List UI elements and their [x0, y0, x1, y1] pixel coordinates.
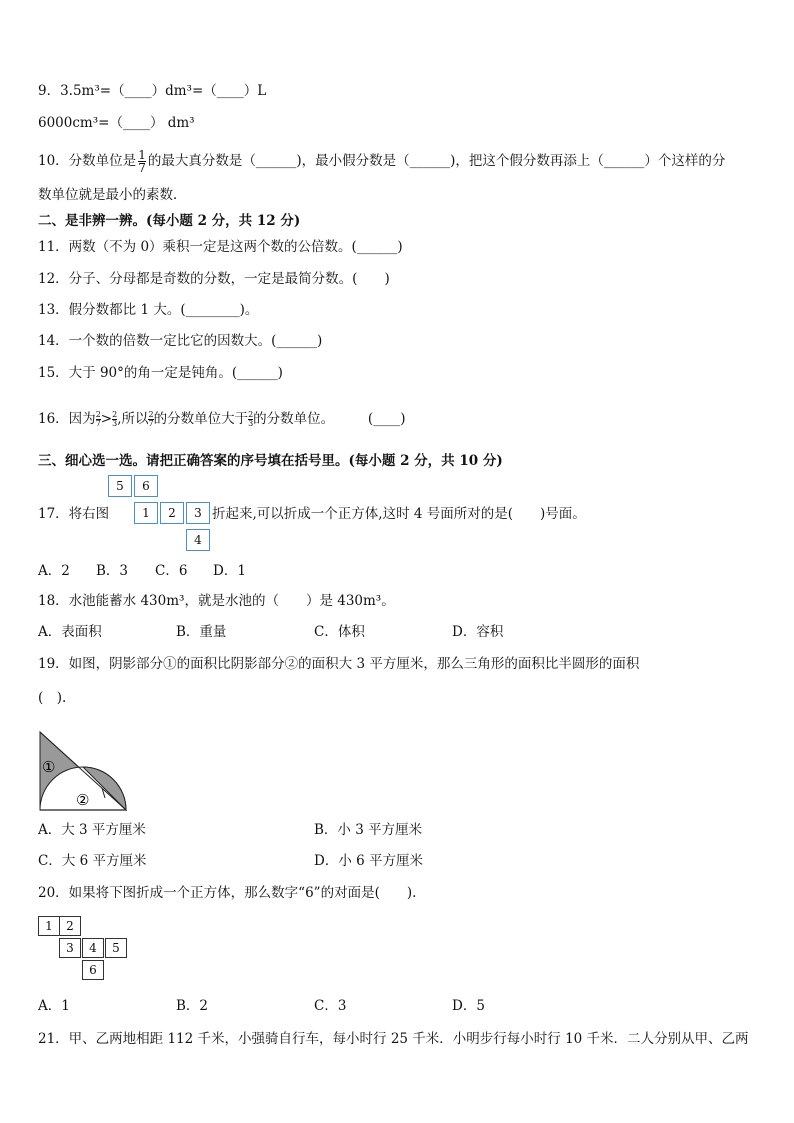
q9-line2: 6000cm³=（____） dm³ [38, 115, 195, 131]
q19-figure [36, 728, 130, 814]
q18-option-b[interactable]: B．重量 [176, 624, 227, 640]
q19-option-b[interactable]: B．小 3 平方厘米 [314, 822, 423, 838]
q15: 15．大于 90°的角一定是钝角。(______) [38, 365, 283, 381]
q20-cube-net [38, 916, 128, 984]
q19-label-1: ① [42, 758, 56, 776]
q19-line2: ( ). [38, 690, 67, 706]
q16-frac-b-num: 2 [112, 410, 118, 419]
section2-heading: 二、是非辨一辨。(每小题 2 分，共 12 分) [38, 213, 301, 229]
q16-frac-d-num: 2 [248, 410, 254, 419]
q16-prefix: 16．因为 [38, 411, 96, 427]
q17-net-cell-3: 3 [186, 502, 210, 524]
q19-option-d[interactable]: D．小 6 平方厘米 [314, 853, 423, 869]
q18: 18．水池能蓄水 430m³，就是水池的（ ）是 430m³。 [38, 593, 395, 609]
q20-net-cell-6: 6 [82, 960, 104, 980]
q10-line1 [38, 149, 725, 174]
q19-option-c[interactable]: C．大 6 平方厘米 [38, 853, 147, 869]
q20-option-b[interactable]: B．2 [176, 998, 209, 1014]
q17-cube-net [108, 475, 212, 551]
q17-option-b[interactable]: B．3 [96, 563, 129, 579]
q17-net-cell-4: 4 [186, 529, 210, 551]
q20-net-cell-3: 3 [59, 938, 81, 958]
section3-heading: 三、细心选一选。请把正确答案的序号填在括号里。(每小题 2 分，共 10 分) [38, 453, 503, 469]
q19-option-a[interactable]: A．大 3 平方厘米 [38, 822, 146, 838]
q19-line1: 19．如图，阴影部分①的面积比阴影部分②的面积大 3 平方厘米，那么三角形的面积比半圆形的面积 [38, 656, 640, 672]
q10-prefix: 10．分数单位是 [38, 153, 137, 169]
q17-net-cell-6: 6 [134, 475, 158, 497]
q21: 21．甲、乙两地相距 112 千米，小强骑自行车，每小时行 25 千米．小明步行每小时行 10 千米．二人分别从甲、乙两 [38, 1031, 749, 1047]
q20-net-cell-5: 5 [105, 938, 127, 958]
q10-line2: 数单位就是最小的素数． [38, 187, 187, 203]
q20-option-a[interactable]: A．1 [38, 998, 70, 1014]
q16-mid: ,所以 [117, 411, 149, 427]
q13: 13．假分数都比 1 大。(________)。 [38, 302, 259, 318]
q17-prefix: 17．将右图 [38, 506, 110, 522]
q17-suffix: 折起来,可以折成一个正方体,这时 4 号面所对的是( )号面。 [212, 506, 586, 522]
q16-frac-b-den: 3 [112, 419, 118, 428]
q11: 11．两数（不为 0）乘积一定是这两个数的公倍数。(______) [38, 239, 403, 255]
q16-frac-a-den: 7 [95, 419, 101, 428]
q16-mid2: 的分数单位大于 [153, 411, 249, 427]
q16-frac-c-den: 7 [148, 419, 154, 428]
q18-option-d[interactable]: D．容积 [452, 624, 504, 640]
q12: 12．分子、分母都是奇数的分数，一定是最简分数。( ) [38, 271, 390, 287]
q20: 20．如果将下图折成一个正方体，那么数字“6”的对面是( ). [38, 885, 417, 901]
q17-option-a[interactable]: A．2 [38, 563, 70, 579]
q20-option-c[interactable]: C．3 [314, 998, 347, 1014]
q16-suffix: 的分数单位。 (____) [253, 411, 406, 427]
q17-option-c[interactable]: C．6 [155, 563, 188, 579]
q10-suffix: 的最大真分数是（______)，最小假分数是（______)，把这个假分数再添上（______）个这样的分 [147, 153, 726, 169]
q16-frac-c-num: 2 [148, 410, 154, 419]
q20-net-cell-1: 1 [38, 916, 60, 936]
q16-frac-a-num: 2 [95, 410, 101, 419]
q19-label-2: ② [76, 791, 90, 809]
q18-option-a[interactable]: A．表面积 [38, 624, 102, 640]
q17-net-cell-2: 2 [160, 502, 184, 524]
q18-option-c[interactable]: C．体积 [314, 624, 365, 640]
q9-line1: 9．3.5m³=（____）dm³=（____）L [38, 83, 267, 99]
q10-frac-den: 7 [138, 161, 146, 175]
q20-net-cell-2: 2 [59, 916, 81, 936]
q10-frac-num: 1 [138, 148, 146, 162]
q16-gt: > [100, 411, 113, 427]
q10-fraction [138, 149, 146, 174]
q17-option-d[interactable]: D．1 [213, 563, 246, 579]
q17-net-cell-5: 5 [108, 475, 132, 497]
q17-net-cell-1: 1 [134, 502, 158, 524]
q20-option-d[interactable]: D．5 [452, 998, 485, 1014]
q14: 14．一个数的倍数一定比它的因数大。(______) [38, 333, 323, 349]
q16-frac-d-den: 3 [248, 419, 254, 428]
q20-net-cell-4: 4 [82, 938, 104, 958]
q16 [38, 410, 405, 428]
